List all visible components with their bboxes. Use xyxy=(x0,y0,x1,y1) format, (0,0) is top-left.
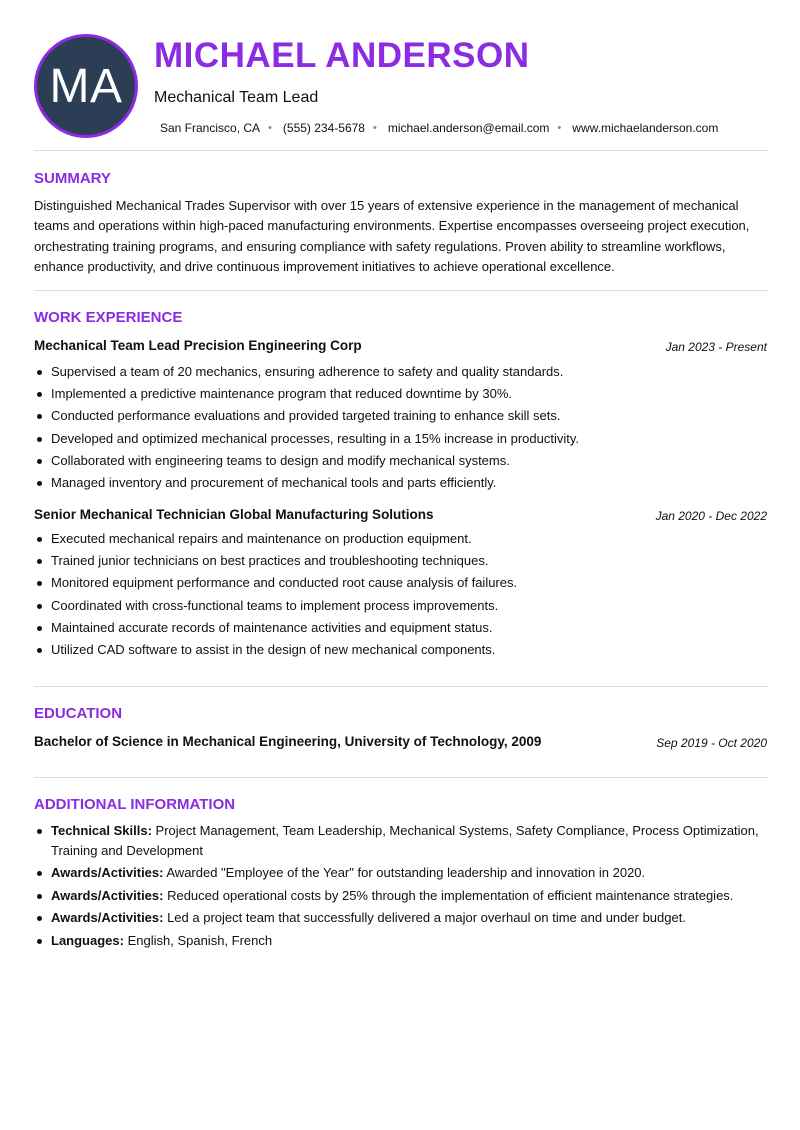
avatar: MA xyxy=(34,34,138,138)
job-bullets xyxy=(34,528,768,661)
item-text: Project Management, Team Leadership, Mechanical Systems, Safety Compliance, Process Optimization, Training and Development xyxy=(51,823,759,858)
list-item: Supervised a team of 20 mechanics, ensuring adherence to safety and quality standards. xyxy=(34,361,768,383)
list-item: Trained junior technicians on best practices and troubleshooting techniques. xyxy=(34,550,768,572)
section-divider xyxy=(34,150,768,151)
item-text: Led a project team that successfully delivered a major overhaul on time and under budget. xyxy=(163,910,686,925)
award-item xyxy=(34,886,768,906)
separator-dot: • xyxy=(557,122,562,134)
skills-item xyxy=(34,821,768,860)
job-dates: Jan 2020 - Dec 2022 xyxy=(655,509,767,523)
list-item: Coordinated with cross-functional teams to implement process improvements. xyxy=(34,595,768,617)
education-heading: EDUCATION xyxy=(34,705,123,722)
list-item: Developed and optimized mechanical processes, resulting in a 15% increase in productivity. xyxy=(34,428,768,450)
item-label: Awards/Activities: xyxy=(51,910,164,925)
contact-website[interactable]: www.michaelanderson.com xyxy=(572,121,719,135)
list-item: Conducted performance evaluations and provided targeted training to enhance skill sets. xyxy=(34,405,768,427)
section-divider xyxy=(34,777,768,778)
contact-phone[interactable]: (555) 234-5678 xyxy=(282,121,365,135)
additional-info-heading: ADDITIONAL INFORMATION xyxy=(34,796,236,813)
degree-heading: Bachelor of Science in Mechanical Engineering, University of Technology, 2009 xyxy=(34,734,542,749)
candidate-role: Mechanical Team Lead xyxy=(154,89,319,106)
candidate-name: MICHAEL ANDERSON xyxy=(154,36,530,75)
summary-heading: SUMMARY xyxy=(34,170,111,187)
job-bullets xyxy=(34,361,768,494)
award-item xyxy=(34,908,768,928)
separator-dot: • xyxy=(372,122,377,134)
experience-heading: WORK EXPERIENCE xyxy=(34,309,183,326)
item-label: Awards/Activities: xyxy=(51,887,164,903)
item-text: English, Spanish, French xyxy=(123,932,273,948)
item-label: Technical Skills: xyxy=(51,823,152,838)
contact-line xyxy=(160,121,718,135)
list-item: Utilized CAD software to assist in the design of new mechanical components. xyxy=(34,639,768,661)
list-item: Collaborated with engineering teams to design and modify mechanical systems. xyxy=(34,450,768,472)
award-item xyxy=(34,863,768,883)
list-item: Monitored equipment performance and conducted root cause analysis of failures. xyxy=(34,572,768,594)
list-item: Managed inventory and procurement of mechanical tools and parts efficiently. xyxy=(34,472,768,494)
resume-header xyxy=(34,34,768,138)
item-text: Reduced operational costs by 25% through the implementation of efficient maintenance strategies. xyxy=(163,887,734,903)
job-heading: Senior Mechanical Technician Global Manufacturing Solutions xyxy=(34,507,434,522)
additional-info-list xyxy=(34,821,768,953)
separator-dot: • xyxy=(268,122,272,134)
job-dates: Jan 2023 - Present xyxy=(665,340,767,354)
section-divider xyxy=(34,686,768,687)
job-heading: Mechanical Team Lead Precision Engineering Corp xyxy=(34,338,362,353)
item-label: Awards/Activities: xyxy=(51,865,164,880)
contact-email[interactable]: michael.anderson@email.com xyxy=(387,121,550,135)
list-item: Executed mechanical repairs and maintenance on production equipment. xyxy=(34,528,768,550)
item-label: Languages: xyxy=(51,932,124,948)
item-text: Awarded "Employee of the Year" for outstanding leadership and innovation in 2020. xyxy=(163,865,646,880)
list-item: Implemented a predictive maintenance program that reduced downtime by 30%. xyxy=(34,383,768,405)
section-divider xyxy=(34,290,768,291)
education-dates: Sep 2019 - Oct 2020 xyxy=(656,736,767,750)
contact-location: San Francisco, CA xyxy=(160,121,261,135)
languages-item xyxy=(34,931,768,951)
list-item: Maintained accurate records of maintenance activities and equipment status. xyxy=(34,617,768,639)
summary-text: Distinguished Mechanical Trades Supervisor with over 15 years of extensive experience in the management of mechanical teams and operations within high-paced manufacturing environments. Expertise encompasses overseeing project execution, orchestrating training programs, and ensuring compliance with safety regulations. Proven ability to streamline workflows, enhance productivity, and drive continuous improvement initiatives to achieve operational excellence. xyxy=(34,198,750,274)
